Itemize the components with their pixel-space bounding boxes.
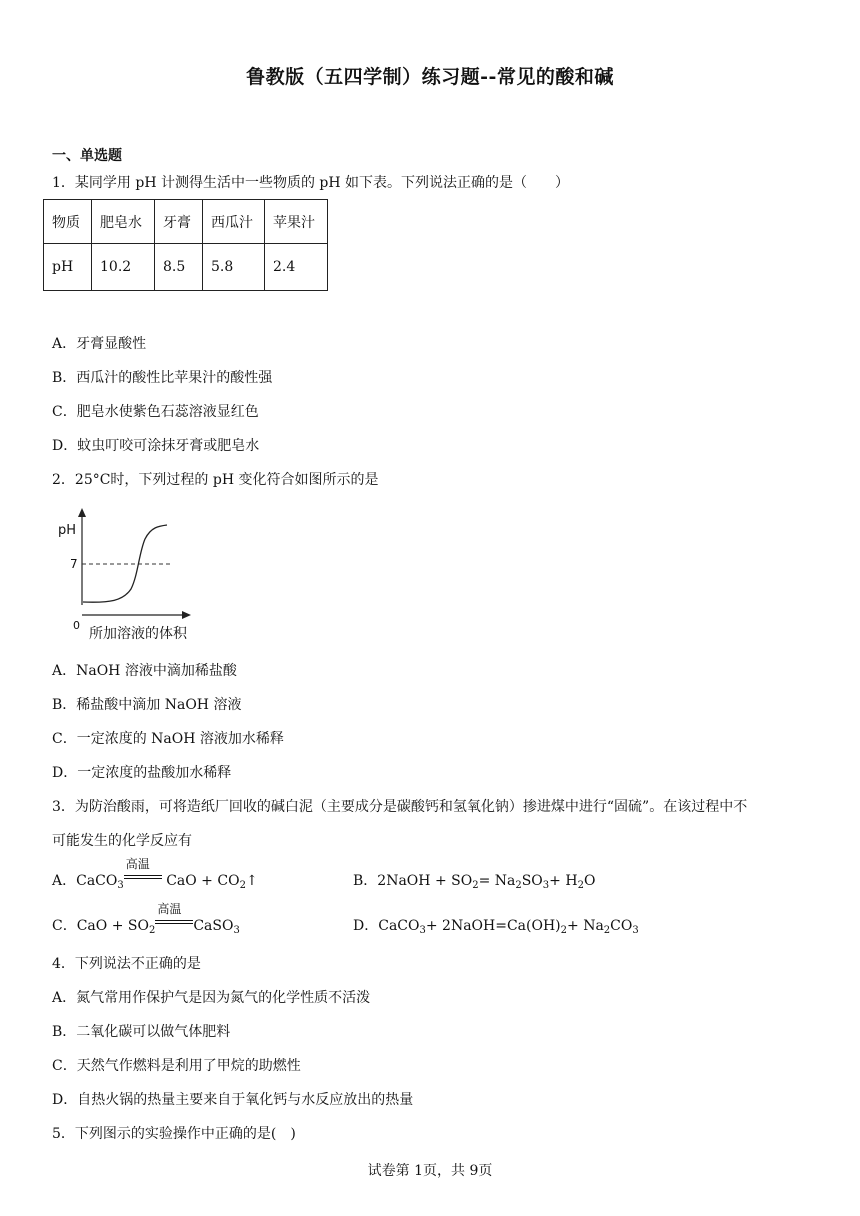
q4-option-a: A．氮气常用作保护气是因为氮气的化学性质不活泼 (52, 990, 371, 1006)
option-label: B． (353, 873, 378, 889)
subscript: 3 (117, 880, 124, 891)
formula-text: + 2NaOH=Ca(OH) (425, 918, 561, 934)
condition-label: 高温 (125, 857, 150, 871)
q1-option-a: A．牙膏显酸性 (52, 336, 147, 352)
q1-option-b: B．西瓜汁的酸性比苹果汁的酸性强 (52, 370, 273, 386)
ph-table (43, 199, 328, 291)
question-5-stem: 5．下列图示的实验操作中正确的是( ) (52, 1126, 296, 1142)
subscript: 2 (560, 925, 568, 936)
reaction-condition (124, 857, 162, 885)
formula-text: + H (549, 873, 578, 889)
ph7-label: 7 (70, 557, 78, 571)
table-cell: 8.5 (155, 244, 203, 291)
subscript: 2 (239, 880, 246, 891)
q2-option-c: C．一定浓度的 NaOH 溶液加水稀释 (52, 731, 284, 747)
table-cell: 肥皂水 (92, 200, 155, 244)
formula-text: CaSO (193, 918, 234, 934)
subscript: 3 (233, 925, 240, 936)
q1-option-d: D．蚊虫叮咬可涂抹牙膏或肥皂水 (52, 438, 260, 454)
subscript: 3 (632, 925, 639, 936)
formula-text: CaO + CO (161, 873, 240, 889)
table-cell: 牙膏 (155, 200, 203, 244)
question-4-stem: 4．下列说法不正确的是 (52, 956, 201, 972)
q4-option-c: C．天然气作燃料是利用了甲烷的助燃性 (52, 1058, 301, 1074)
q3-option-d (353, 915, 639, 936)
condition-label: 高温 (157, 902, 182, 916)
ph-curve-figure (55, 505, 215, 650)
subscript: 2 (603, 925, 611, 936)
formula-text: = Na (478, 873, 516, 889)
q3-option-a (52, 857, 258, 891)
subscript: 2 (472, 880, 479, 891)
table-cell: pH (44, 244, 92, 291)
section-heading: 一、单选题 (52, 148, 122, 164)
subscript: 3 (419, 925, 426, 936)
q2-option-d: D．一定浓度的盐酸加水稀释 (52, 765, 232, 781)
option-label: A． (52, 873, 77, 889)
table-row (44, 244, 328, 291)
reaction-condition (155, 902, 193, 930)
q2-option-a: A．NaOH 溶液中滴加稀盐酸 (52, 663, 237, 679)
page-title: 鲁教版（五四学制）练习题--常见的酸和碱 (246, 66, 614, 88)
q3-option-b (353, 870, 595, 891)
formula-text: CaCO (378, 918, 420, 934)
formula-text: CaO + SO (76, 918, 149, 934)
subscript: 3 (542, 880, 550, 891)
table-cell: 西瓜汁 (203, 200, 265, 244)
subscript: 2 (148, 925, 156, 936)
q4-option-d: D．自热火锅的热量主要来自于氧化钙与水反应放出的热量 (52, 1092, 414, 1108)
option-label: D． (353, 918, 379, 934)
q1-option-c: C．肥皂水使紫色石蕊溶液显红色 (52, 404, 259, 420)
q2-option-b: B．稀盐酸中滴加 NaOH 溶液 (52, 697, 242, 713)
x-axis-label: 所加溶液的体积 (89, 626, 187, 642)
y-axis-arrow (78, 508, 86, 517)
formula-text: ↑ (245, 873, 258, 889)
table-cell: 物质 (44, 200, 92, 244)
formula-text: CO (610, 918, 633, 934)
y-axis-label: pH (58, 523, 77, 538)
option-label: C． (52, 918, 77, 934)
origin-label: 0 (73, 619, 80, 632)
q3-option-c (52, 902, 240, 936)
table-cell: 苹果汁 (265, 200, 328, 244)
formula-text: SO (521, 873, 543, 889)
table-cell: 10.2 (92, 244, 155, 291)
table-cell: 2.4 (265, 244, 328, 291)
question-1-stem: 1．某同学用 pH 计测得生活中一些物质的 pH 如下表。下列说法正确的是（ ） (52, 175, 570, 191)
formula-text: CaCO (76, 873, 118, 889)
question-3-stem-line-1: 3．为防治酸雨，可将造纸厂回收的碱白泥（主要成分是碳酸钙和氢氧化钠）掺进煤中进行“固硫”。在该过程中不 (52, 799, 748, 815)
subscript: 2 (577, 880, 584, 891)
q4-option-b: B．二氧化碳可以做气体肥料 (52, 1024, 231, 1040)
subscript: 2 (515, 880, 522, 891)
x-axis-arrow (182, 611, 191, 619)
question-2-stem: 2．25°C时，下列过程的 pH 变化符合如图所示的是 (52, 472, 379, 488)
table-row (44, 200, 328, 244)
question-3-stem-line-2: 可能发生的化学反应有 (52, 833, 192, 849)
formula-text: + Na (567, 918, 604, 934)
page-footer: 试卷第 1页，共 9页 (367, 1163, 493, 1179)
formula-text: O (583, 873, 596, 889)
formula-text: 2NaOH + SO (377, 873, 473, 889)
table-cell: 5.8 (203, 244, 265, 291)
